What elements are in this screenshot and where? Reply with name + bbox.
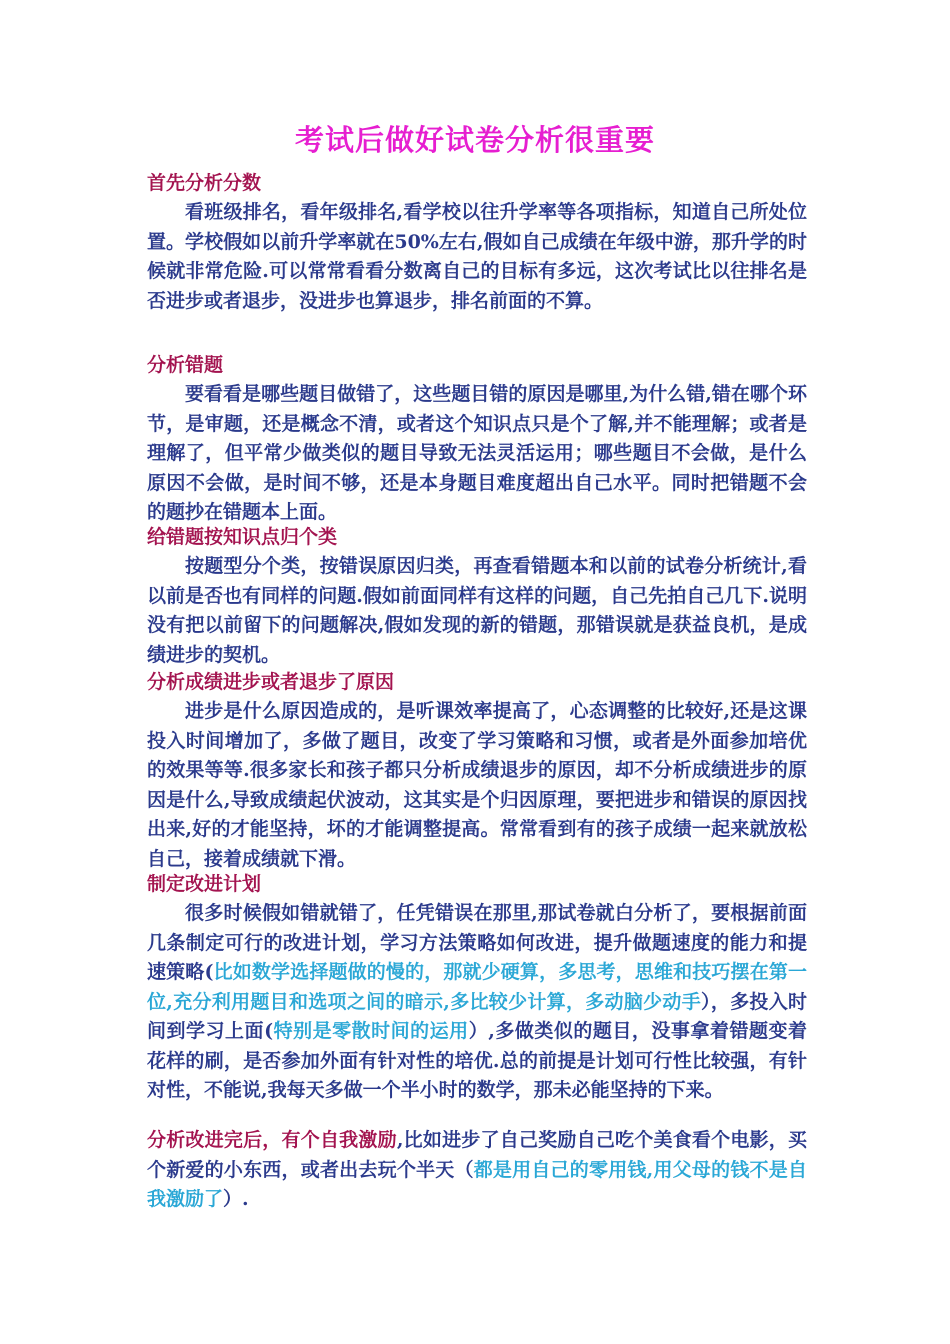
section-body: 要看看是哪些题目做错了，这些题目错的原因是哪里,为什么错,错在哪个环节，是审题，还是概念不清，或者这个知识点只是个了解,并不能理解；或者是理解了，但平常少做类似的题目导致无法灵活运用；哪些题目不会做，是什么原因不会做，是时间不够，还是本身题目难度超出自己水平。同时把错题不会的题抄在错题本上面。 bbox=[147, 383, 807, 523]
section-body: 按题型分个类，按错误原因归类，再查看错题本和以前的试卷分析统计,看以前是否也有同样的问题.假如前面同样有这样的问题，自己先拍自己几下.说明没有把以前留下的问题解决,假如发现的新的错题，那错误就是获益良机，是成绩进步的契机。 bbox=[147, 555, 807, 666]
section-classify bbox=[147, 522, 807, 670]
body-text: ），多投入时间到学习上面( bbox=[147, 990, 807, 1042]
section-heading: 首先分析分数 bbox=[147, 172, 262, 194]
section-lead: 分析改进完后，有个自我激励 bbox=[147, 1129, 397, 1151]
section-heading: 制定改进计划 bbox=[147, 873, 262, 895]
section-progress-reasons bbox=[147, 667, 807, 874]
section-heading: 分析成绩进步或者退步了原因 bbox=[147, 671, 395, 693]
highlight-note: 特别是零散时间的运用 bbox=[273, 1020, 469, 1042]
section-heading: 给错题按知识点归个类 bbox=[147, 526, 338, 548]
section-heading: 分析错题 bbox=[147, 354, 224, 376]
body-text: 很多时候假如错就错了，任凭错误在那里,那试卷就白分析了，要根据前面几条制定可行的改进计划，学习方法策略如何改进，提升做题速度的能力和提速策略( bbox=[147, 902, 807, 983]
body-text: ）,多做类似的题目，没事拿着错题变着花样的刷，是否参加外面有针对性的培优.总的前提是计划可行性比较强，有针对性，不能说,我每天多做一个半小时的数学，那未必能坚持的下来。 bbox=[147, 1020, 807, 1101]
section-improvement-plan bbox=[147, 869, 807, 1106]
highlight-note: 比如数学选择题做的慢的，那就少硬算，多思考，思维和技巧摆在第一位,充分利用题目和选项之间的暗示,多比较少计算，多动脑少动手 bbox=[147, 961, 807, 1013]
section-wrong-questions bbox=[147, 350, 807, 528]
section-body bbox=[147, 899, 807, 1106]
body-text: ）. bbox=[223, 1188, 249, 1210]
section-body bbox=[147, 1126, 807, 1215]
section-self-motivation bbox=[147, 1126, 807, 1215]
section-body: 看班级排名，看年级排名,看学校以往升学率等各项指标，知道自己所处位置。学校假如以前升学率就在50%左右,假如自己成绩在年级中游，那升学的时候就非常危险.可以常常看看分数离自己的目标有多远，这次考试比以往排名是否进步或者退步，没进步也算退步，排名前面的不算。 bbox=[147, 201, 807, 312]
page-title: 考试后做好试卷分析很重要 bbox=[294, 123, 655, 157]
section-score bbox=[147, 168, 807, 316]
section-body: 进步是什么原因造成的，是听课效率提高了，心态调整的比较好,还是这课投入时间增加了，多做了题目，改变了学习策略和习惯，或者是外面参加培优的效果等等.很多家长和孩子都只分析成绩退步的原因，却不分析成绩进步的原因是什么,导致成绩起伏波动，这其实是个归因原理，要把进步和错误的原因找出来,好的才能坚持，坏的才能调整提高。常常看到有的孩子成绩一起来就放松自己，接着成绩就下滑。 bbox=[147, 700, 807, 870]
body-text: ,比如进步了自己奖励自己吃个美食看个电影，买个新爱的小东西，或者出去玩个半天（ bbox=[147, 1129, 807, 1181]
highlight-note: 都是用自己的零用钱,用父母的钱不是自我激励了 bbox=[147, 1158, 807, 1210]
